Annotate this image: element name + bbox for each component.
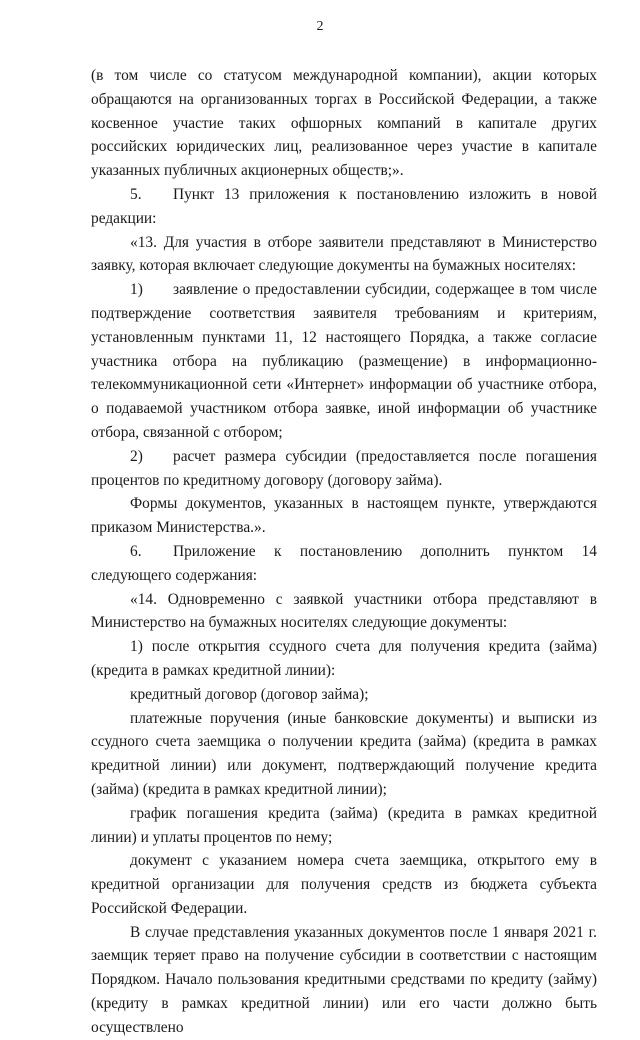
paragraph <box>91 540 597 588</box>
paragraph <box>91 683 597 707</box>
paragraph <box>91 64 597 183</box>
paragraph <box>91 921 597 1040</box>
page-number: 2 <box>316 19 324 34</box>
paragraph <box>91 635 597 683</box>
paragraph <box>91 707 597 802</box>
paragraph-text: документ с указанием номера счета заемщика, открытого ему в кредитной организации для получения средств из бюджета субъекта Российской Федерации. <box>91 852 597 917</box>
paragraph <box>91 231 597 279</box>
paragraph <box>91 588 597 636</box>
paragraph <box>91 849 597 920</box>
paragraph-text: (в том числе со статусом международной компании), акции которых обращаются на организованных торгах в Российской Федерации, а также косвенное участие таких офшорных компаний в капитале других российских юридических лиц, реализованное через участие в капитале указанных публичных акционерных обществ;». <box>91 67 597 180</box>
paragraph-number: 6. <box>130 542 142 560</box>
paragraph-text: Пункт 13 приложения к постановлению изложить в новой редакции: <box>91 185 597 227</box>
paragraph-text: В случае представления указанных документов после 1 января 2021 г. заемщик теряет право на получение субсидии в соответствии с настоящим Порядком. Начало пользования кредитными средствами по кредиту (займу) (кредиту в рамках кредитной линии) или его части должно быть осуществлено <box>91 923 597 1036</box>
paragraph-text: платежные поручения (иные банковские документы) и выписки из ссудного счета заемщика о получении кредита (займа) (кредита в рамках кредитной линии) или документ, подтверждающий получение кредита (займа) (кредита в рамках кредитной линии); <box>91 709 597 798</box>
paragraph-text: 1) после открытия ссудного счета для получения кредита (займа) (кредита в рамках кредитной линии): <box>91 638 597 679</box>
paragraph-text: заявление о предоставлении субсидии, содержащее в том числе подтверждение соответствия заявителя требованиям и критериям, установленным пунктами 11, 12 настоящего Порядка, а также согласие участника отбора на публикацию (размещение) в информационно-телекоммуникационной сети «Интернет» информации об участнике отбора, о подаваемой участником отбора заявке, иной информации об участнике отбора, связанной с отбором; <box>91 281 597 441</box>
paragraph <box>91 445 597 493</box>
paragraph-text: «14. Одновременно с заявкой участники отбора представляют в Министерство на бумажных носителях следующие документы: <box>91 590 597 632</box>
paragraph-number: 2) <box>130 447 143 465</box>
paragraph-text: кредитный договор (договор займа); <box>130 685 369 703</box>
paragraph-text: Формы документов, указанных в настоящем пункте, утверждаются приказом Министерства.». <box>91 495 597 537</box>
paragraph <box>91 492 597 540</box>
paragraph-text: Приложение к постановлению дополнить пунктом 14 следующего содержания: <box>91 542 597 584</box>
paragraph <box>91 802 597 850</box>
document-body <box>91 64 597 1040</box>
paragraph <box>91 183 597 231</box>
paragraph-text: график погашения кредита (займа) (кредита в рамках кредитной линии) и уплаты процентов по нему; <box>91 804 597 846</box>
paragraph-text: расчет размера субсидии (предоставляется после погашения процентов по кредитному договору (договору займа). <box>91 447 597 489</box>
paragraph-number: 5. <box>130 185 142 203</box>
paragraph-number: 1) <box>130 281 143 299</box>
paragraph-text: «13. Для участия в отборе заявители представляют в Министерство заявку, которая включает следующие документы на бумажных носителях: <box>91 233 597 275</box>
paragraph <box>91 278 597 445</box>
